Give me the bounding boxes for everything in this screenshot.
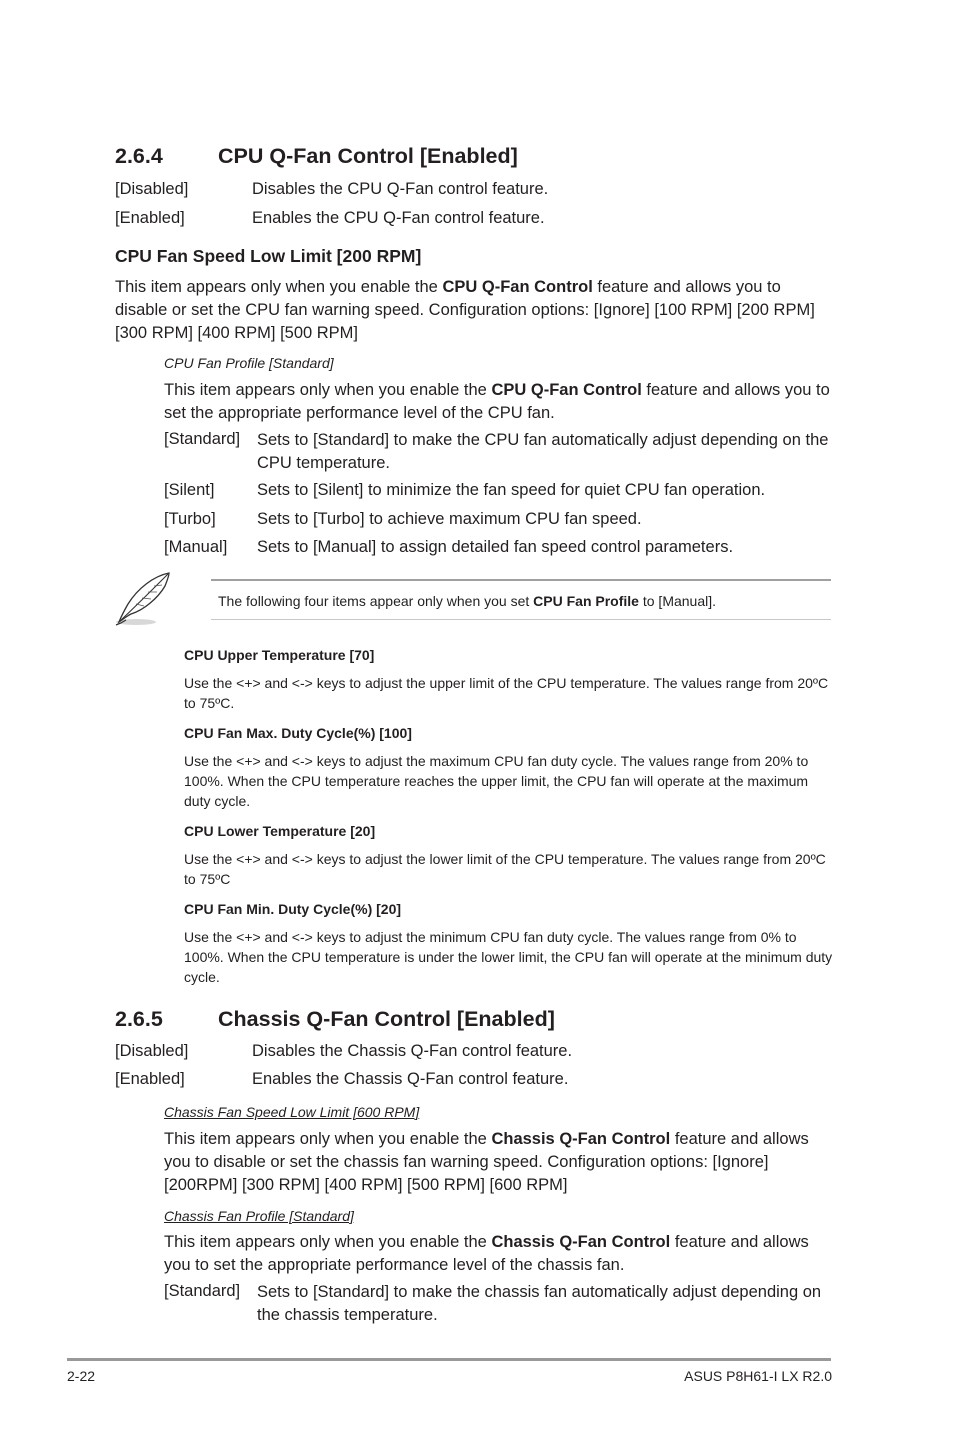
option-desc: Sets to [Standard] to make the CPU fan automatically adjust depending on the CPU temperature. — [257, 431, 829, 472]
note-feather-icon — [114, 570, 174, 628]
chassis-low-limit-paragraph — [164, 1128, 829, 1197]
section-number: 2.6.5 — [115, 1007, 163, 1031]
section-heading-2-6-4 — [115, 144, 518, 169]
manual-item-body: Use the <+> and <-> keys to adjust the upper limit of the CPU temperature. The values range from 20ºC to 75ºC. — [184, 675, 829, 711]
manual-item-body: Use the <+> and <-> keys to adjust the minimum CPU fan duty cycle. The values range from 0% to 100%. When the CPU temperature is under the lower limit, the CPU fan will operate at the minimum duty cycle. — [184, 929, 833, 985]
text: This item appears only when you enable the — [115, 278, 443, 296]
option-key: [Turbo] — [164, 510, 216, 528]
text: to [Manual]. — [638, 593, 717, 609]
manual-item-title: CPU Fan Max. Duty Cycle(%) [100] — [184, 725, 412, 741]
section-heading-2-6-5 — [115, 1007, 555, 1032]
text: feature and allows you to set the appropriate performance level of the chassis fan. — [164, 1233, 809, 1274]
text: This item appears only when you enable the — [164, 381, 492, 399]
option-key: [Disabled] — [115, 180, 189, 198]
note-text — [218, 593, 716, 609]
text: feature and allows you to set the appropriate performance level of the CPU fan. — [164, 381, 830, 422]
option-desc: Disables the CPU Q-Fan control feature. — [252, 180, 549, 198]
option-desc: Sets to [Manual] to assign detailed fan speed control parameters. — [257, 538, 734, 556]
bold-term: Chassis Q-Fan Control — [491, 1130, 671, 1148]
text: This item appears only when you enable the — [164, 1233, 492, 1251]
option-key: [Silent] — [164, 481, 215, 499]
chassis-fan-profile-paragraph — [164, 1231, 829, 1277]
option-key: [Enabled] — [115, 1070, 185, 1088]
manual-item-title: CPU Lower Temperature [20] — [184, 823, 376, 839]
manual-item-body: Use the <+> and <-> keys to adjust the maximum CPU fan duty cycle. The values range from 20% to 100%. When the CPU temperature reaches the upper limit, the CPU fan will operate at the maximum duty cycle. — [184, 753, 809, 809]
option-desc: Sets to [Silent] to minimize the fan speed for quiet CPU fan operation. — [257, 481, 766, 499]
option-key: [Disabled] — [115, 1042, 189, 1060]
note-top-rule — [211, 579, 831, 581]
page-number: 2-22 — [67, 1368, 96, 1384]
text: feature and allows you to disable or set the CPU fan warning speed. Configuration options: [Ignore] [100 RPM] [200 RPM] [300 RPM] [400 RPM] [500 RPM] — [115, 278, 815, 342]
note-bottom-rule — [211, 619, 831, 620]
text: This item appears only when you enable the — [164, 1130, 492, 1148]
footer-rule — [67, 1358, 831, 1361]
option-key: [Standard] — [164, 1282, 241, 1300]
chassis-fan-profile-heading: Chassis Fan Profile [Standard] — [164, 1208, 354, 1224]
manual-item-title: CPU Upper Temperature [70] — [184, 647, 375, 663]
cpu-fan-profile-heading: CPU Fan Profile [Standard] — [164, 355, 334, 371]
bold-term: CPU Q-Fan Control — [442, 278, 593, 296]
cpu-fan-profile-paragraph — [164, 379, 834, 425]
chassis-low-limit-heading: Chassis Fan Speed Low Limit [600 RPM] — [164, 1104, 420, 1120]
option-key: [Manual] — [164, 538, 228, 556]
section-number: 2.6.4 — [115, 144, 163, 168]
product-name: ASUS P8H61-I LX R2.0 — [684, 1368, 832, 1384]
section-title: Chassis Q-Fan Control [Enabled] — [218, 1007, 555, 1031]
option-desc: Enables the CPU Q-Fan control feature. — [252, 209, 545, 227]
cpu-low-limit-heading: CPU Fan Speed Low Limit [200 RPM] — [115, 246, 422, 266]
bold-term: CPU Fan Profile — [533, 593, 639, 609]
section-title: CPU Q-Fan Control [Enabled] — [218, 144, 518, 168]
text: The following four items appear only when you set — [218, 593, 534, 609]
manual-item-body: Use the <+> and <-> keys to adjust the lower limit of the CPU temperature. The values range from 20ºC to 75ºC — [184, 851, 826, 887]
option-desc: Sets to [Turbo] to achieve maximum CPU fan speed. — [257, 510, 642, 528]
bold-term: CPU Q-Fan Control — [491, 381, 642, 399]
bold-term: Chassis Q-Fan Control — [491, 1233, 671, 1251]
text: feature and allows you to disable or set the chassis fan warning speed. Configuration options: [Ignore] [200RPM] [300 RPM] [400 RPM] [500 RPM] [600 RPM] — [164, 1130, 809, 1194]
option-key: [Standard] — [164, 430, 241, 448]
manual-item-title: CPU Fan Min. Duty Cycle(%) [20] — [184, 901, 402, 917]
cpu-low-limit-paragraph — [115, 276, 835, 345]
option-desc: Enables the Chassis Q-Fan control feature. — [252, 1070, 569, 1088]
option-desc: Disables the Chassis Q-Fan control feature. — [252, 1042, 573, 1060]
option-key: [Enabled] — [115, 209, 185, 227]
option-desc: Sets to [Standard] to make the chassis fan automatically adjust depending on the chassis temperature. — [257, 1283, 822, 1324]
